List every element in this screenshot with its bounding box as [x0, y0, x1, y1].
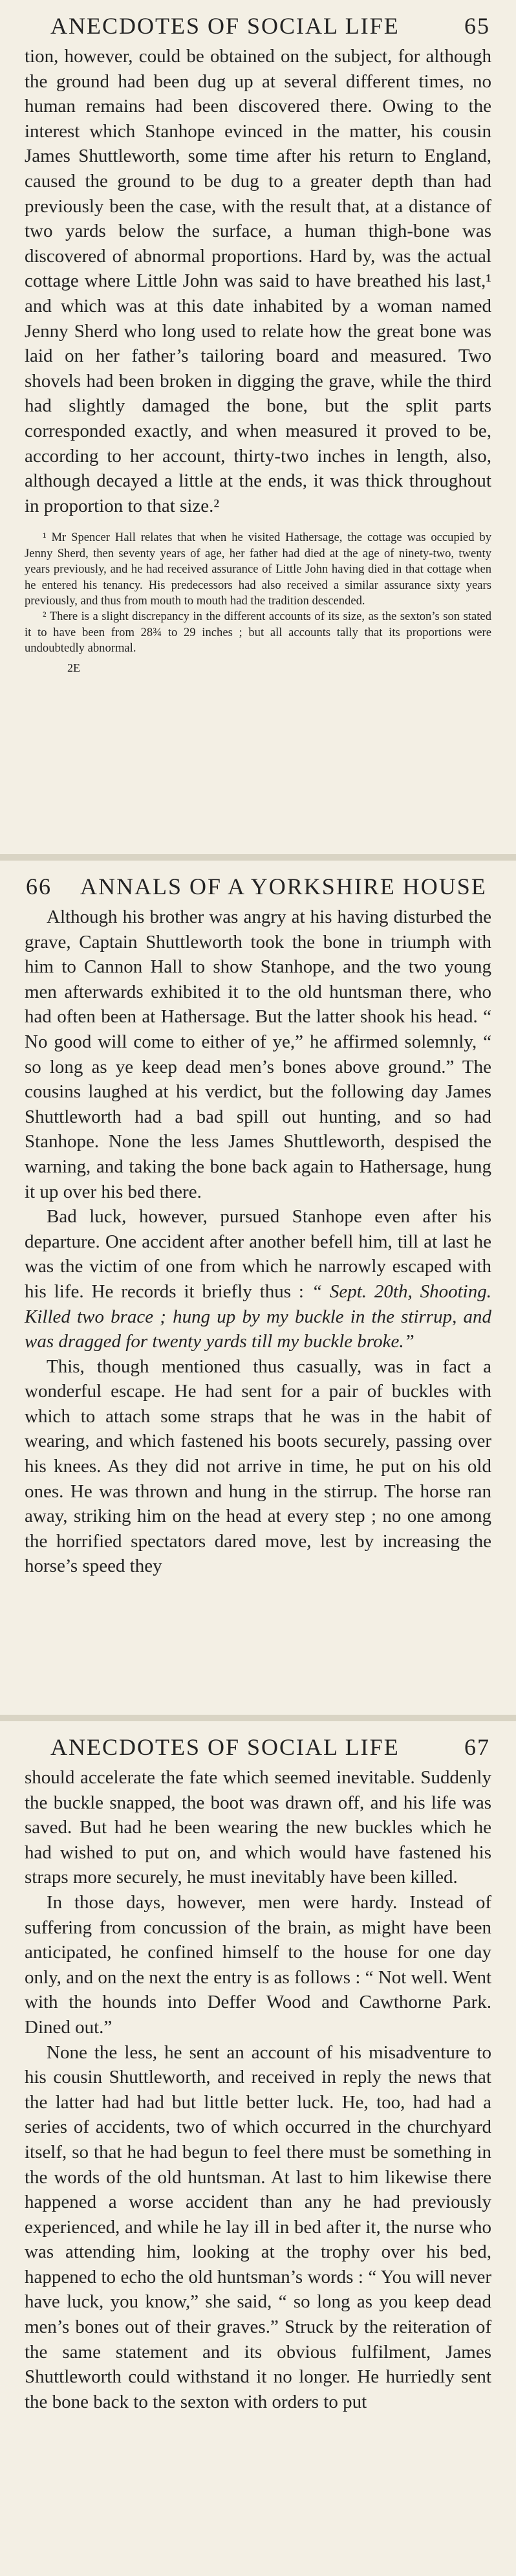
- running-title: ANECDOTES OF SOCIAL LIFE: [50, 1734, 400, 1760]
- paragraph: This, though mentioned thus casually, was in fact a wonderful escape. He had sent for a pair of buckles with which to attach some straps that he was in the habit of wearing, and which fastened his boots securely, passing over his knees. As they did not arrive in time, he put on his old ones. He was thrown and hung in the stirrup. The horse ran away, striking him on the head at every step ; no one among the horrified spectators dared move, lest by increasing the horse’s speed they: [25, 1356, 491, 1577]
- book-page-66: [0, 861, 516, 1715]
- book-page-67: [0, 1721, 516, 2576]
- paragraph: should accelerate the fate which seemed inevitable. Suddenly the buckle snapped, the boot was drawn off, and his life was saved. But had he been wearing the new buckles which he had wished to put on, and which would have fastened his straps more securely, he must inevitably have been killed.: [25, 1767, 491, 1888]
- running-head: [25, 1730, 491, 1764]
- footnote: ¹ Mr Spencer Hall relates that when he visited Hathersage, the cottage was occupied by Jenny Sherd, then seventy years of age, her father had died at the age of ninety-two, twenty years previously, and he had received assurance of Little John having died in that cottage when he entered his tenancy. His predecessors had also received a similar assurance sixty years previously, and thus from mouth to mouth had the tradition descended.: [25, 531, 491, 608]
- page-gap: [0, 1715, 516, 1721]
- paragraph: tion, however, could be obtained on the subject, for although the ground had been dug up at several different times, no human remains had been discovered there. Owing to the interest which Stanhope evinced in the matter, his cousin James Shuttleworth, some time after his return to England, caused the ground to be dug to a greater depth than had previously been the case, with the result that, at a distance of two yards below the surface, a human thigh-bone was discovered of abnormal proportions. Hard by, was the actual cottage where Little John was said to have breathed his last,¹ and which was at this date inhabited by a woman named Jenny Sherd who long used to relate how the great bone was laid on her father’s tailoring board and measured. Two shovels had been broken in digging the grave, while the third had slightly damaged the bone, but the split parts corresponded exactly, and when measured it proved to be, according to her account, thirty-two inches in length, also, although decayed a little at the ends, it was thick throughout in proportion to that size.²: [25, 46, 491, 516]
- footnotes: [25, 530, 491, 656]
- page-number: 66: [26, 874, 52, 899]
- running-title: ANNALS OF A YORKSHIRE HOUSE: [80, 874, 487, 899]
- paragraph: In those days, however, men were hardy. Instead of suffering from concussion of the brain, as might have been anticipated, he confined himself to the house for one day only, and on the next the entry is as follows : “ Not well. Went with the hounds into Deffer Wood and Cawthorne Park. Dined out.”: [25, 1891, 491, 2038]
- printer-signature: 2E: [67, 661, 80, 674]
- body-text: [25, 1765, 491, 2414]
- body-text: [25, 44, 491, 518]
- running-title: ANECDOTES OF SOCIAL LIFE: [50, 13, 400, 39]
- paragraph: None the less, he sent an account of his misadventure to his cousin Shuttleworth, and received in reply the news that the latter had had but little better luck. He, too, had had a series of accidents, two of which occurred in the churchyard itself, so that he had begun to feel there must be something in the words of the old huntsman. At last to him likewise there happened a worse accident than any he had previously experienced, and while he lay ill in bed after it, the nurse who was attending him, looking at the trophy over his bed, happened to echo the old huntsman’s words : “ You will never have luck, you know,” she said, “ so long as you keep dead men’s bones out of their graves.” Struck by the reiteration of the same statement and its obvious fulfilment, James Shuttleworth could withstand it no longer. He hurriedly sent the bone back to the sexton with orders to put: [25, 2042, 491, 2412]
- page-number: 65: [464, 13, 490, 39]
- paragraph: Although his brother was angry at his having disturbed the grave, Captain Shuttleworth took the bone in triumph with him to Cannon Hall to show Stanhope, and the two young men afterwards exhibited it to the old huntsman there, who had often been at Hathersage. But the latter shook his head. “ No good will come to either of ye,” he affirmed solemnly, “ so long as ye keep dead men’s bones above ground.” The cousins laughed at his verdict, but the following day James Shuttleworth had a bad spill out hunting, and so had Stanhope. None the less James Shuttleworth, despised the warning, and taking the bone back again to Hathersage, hung it up over his bed there.: [25, 907, 491, 1202]
- book-page-65: [0, 0, 516, 854]
- running-head: [25, 870, 491, 903]
- paragraph-text: Bad luck, however, pursued Stanhope even after his departure. One accident after another befell him, till at last he was the victim of one from which he narrowly escaped with his life. He records it briefly thus :: [25, 1206, 491, 1302]
- running-head: [25, 9, 491, 43]
- paragraph: [25, 1204, 491, 1354]
- footnote: ² There is a slight discrepancy in the different accounts of its size, as the sexton’s son stated it to have been from 28¾ to 29 inches ; but all accounts tally that its proportions were undoubtedly abnormal.: [25, 610, 491, 655]
- body-text: [25, 905, 491, 1579]
- page-gap: [0, 854, 516, 861]
- page-number: 67: [464, 1734, 490, 1760]
- diary-entry: “ Sept. 20th, Shooting. Killed two brace ; hung up by my buckle in the stirrup, and was dragged for twenty yards till my buckle broke.”: [25, 1281, 491, 1352]
